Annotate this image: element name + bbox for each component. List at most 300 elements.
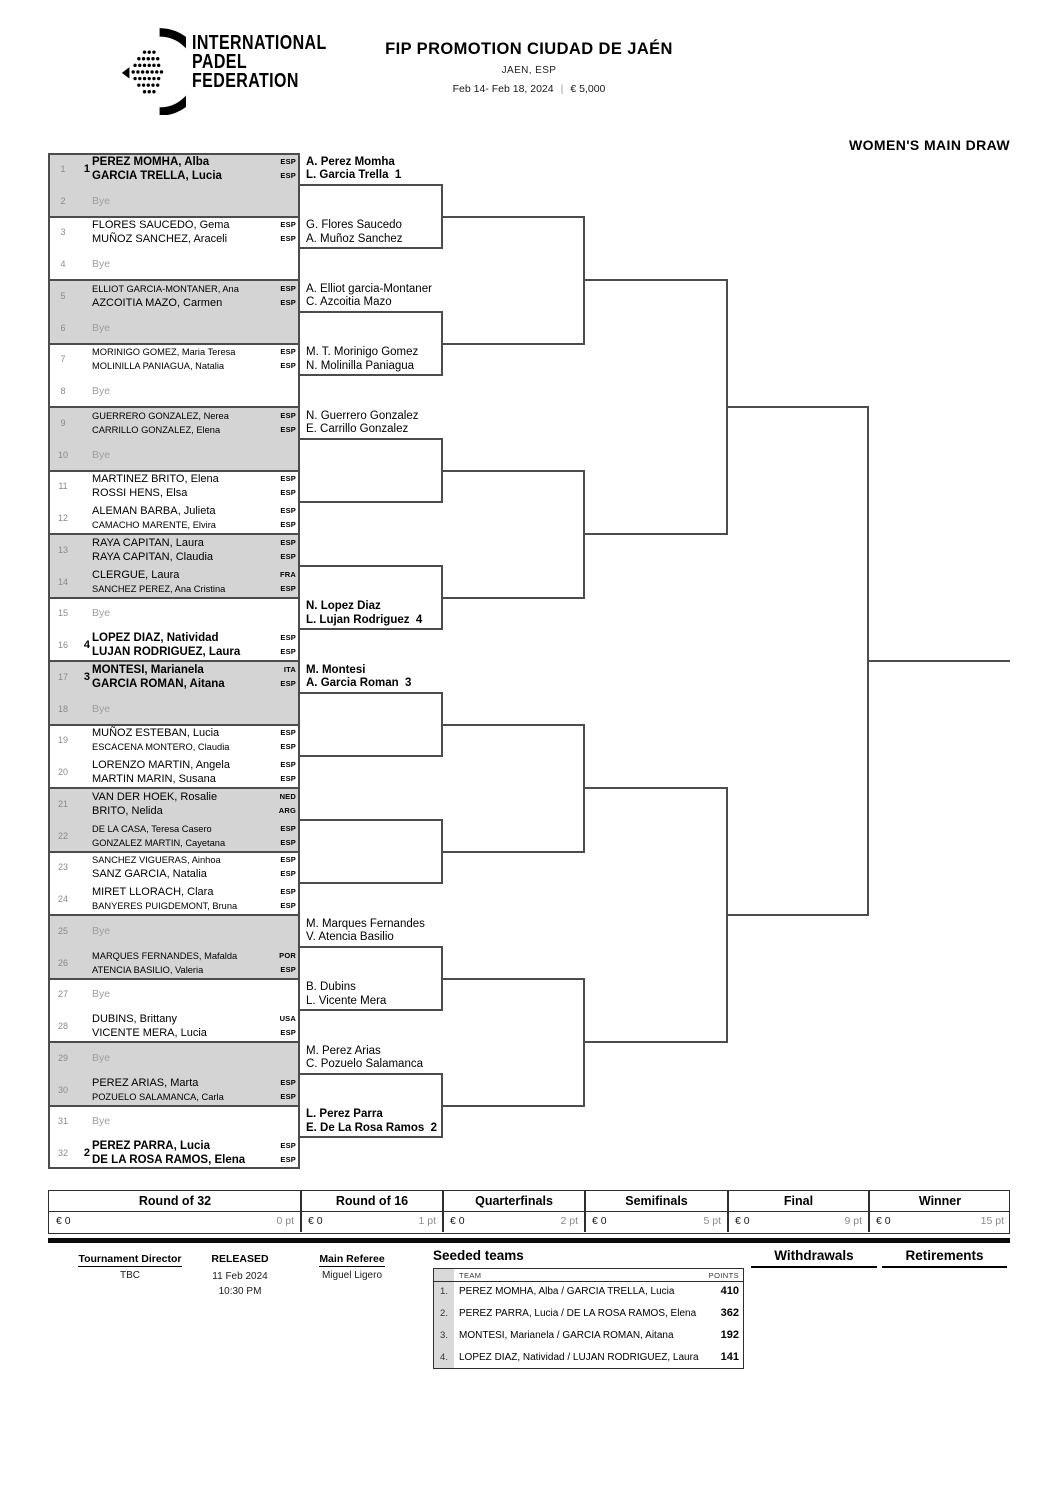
bye-slot bbox=[92, 449, 300, 461]
advanced-team-player: L. Lujan Rodriguez 4 bbox=[306, 613, 423, 626]
team-names bbox=[92, 409, 300, 437]
player-country: ESP bbox=[280, 583, 296, 593]
rounds-column-separator bbox=[584, 1191, 586, 1232]
player-line bbox=[92, 836, 300, 850]
player-country: ARG bbox=[278, 805, 296, 815]
draw-position-number: 19 bbox=[57, 735, 68, 746]
player-country: ESP bbox=[280, 887, 296, 897]
bye-row bbox=[48, 312, 300, 344]
player-line bbox=[92, 296, 300, 310]
withdrawals-underline bbox=[751, 1266, 877, 1268]
team-names bbox=[92, 536, 300, 564]
player-name: CARRILLO GONZALEZ, Elena bbox=[92, 424, 221, 435]
team-row bbox=[48, 661, 300, 693]
team-row bbox=[48, 1137, 300, 1169]
player-name: MONTESI, Marianela bbox=[92, 663, 204, 676]
team-names bbox=[92, 504, 300, 532]
player-name: DE LA ROSA RAMOS, Elena bbox=[92, 1154, 246, 1167]
draw-position-number: 28 bbox=[57, 1021, 68, 1032]
player-country: ESP bbox=[280, 170, 296, 180]
player-name: ALEMAN BARBA, Julieta bbox=[92, 505, 216, 518]
advanced-team-player: M. T. Morinigo Gomez bbox=[306, 346, 419, 359]
player-line bbox=[92, 550, 300, 564]
team-row bbox=[48, 280, 300, 312]
player-name: FLORES SAUCEDO, Gema bbox=[92, 219, 230, 232]
player-line bbox=[92, 218, 300, 232]
player-line bbox=[92, 359, 300, 373]
player-line bbox=[92, 1153, 300, 1167]
seeded-team-points: 141 bbox=[720, 1351, 739, 1363]
draw-position-number: 10 bbox=[57, 449, 68, 460]
match-block bbox=[48, 915, 300, 979]
quarterfinal-slot-line bbox=[442, 851, 584, 853]
advanced-team-player: C. Azcoitia Mazo bbox=[306, 296, 392, 309]
quarterfinal-slot-line bbox=[442, 216, 584, 218]
bye-row bbox=[48, 248, 300, 280]
match-block-separator bbox=[48, 470, 300, 472]
draw-position-number: 13 bbox=[57, 544, 68, 555]
team-row bbox=[48, 852, 300, 884]
draw-position-number: 15 bbox=[57, 608, 68, 619]
match-block-separator bbox=[48, 914, 300, 916]
team-row bbox=[48, 725, 300, 757]
event-dates-prize bbox=[0, 83, 1058, 95]
bye-slot bbox=[92, 703, 300, 715]
semifinal-slot-line bbox=[584, 279, 727, 281]
draw-position-number: 1 bbox=[60, 163, 66, 174]
round-points-cell bbox=[585, 1211, 728, 1232]
bye-slot bbox=[92, 1052, 300, 1064]
federation-line-3: FEDERATION bbox=[192, 70, 299, 92]
round-points-cell bbox=[728, 1211, 869, 1232]
player-country: ESP bbox=[280, 506, 296, 516]
round-label: Round of 32 bbox=[138, 1194, 212, 1208]
advanced-team-player: L. Garcia Trella 1 bbox=[306, 169, 402, 182]
player-line bbox=[92, 518, 300, 532]
bye-slot bbox=[92, 385, 300, 397]
player-country: ESP bbox=[280, 869, 296, 879]
bye-label: Bye bbox=[92, 448, 111, 461]
main-referee-value: Miguel Ligero bbox=[321, 1270, 383, 1281]
player-name: PEREZ MOMHA, Alba bbox=[92, 155, 210, 168]
round16-slot-line bbox=[300, 882, 442, 884]
match-block-separator bbox=[48, 533, 300, 535]
draw-position-number: 3 bbox=[60, 227, 66, 238]
bye-label: Bye bbox=[92, 607, 111, 620]
round16-slot-line bbox=[300, 755, 442, 757]
player-line bbox=[92, 536, 300, 550]
bye-label: Bye bbox=[92, 702, 111, 715]
player-name: PEREZ ARIAS, Marta bbox=[92, 1076, 199, 1089]
match-block-separator bbox=[48, 1041, 300, 1043]
player-country: NED bbox=[279, 791, 296, 801]
round16-slot-line bbox=[300, 438, 442, 440]
semifinal-slot-line bbox=[584, 1041, 727, 1043]
player-name: MARTIN MARIN, Susana bbox=[92, 773, 216, 786]
team-row bbox=[48, 629, 300, 661]
player-line bbox=[92, 155, 300, 169]
player-country: POR bbox=[279, 950, 296, 960]
match-block bbox=[48, 471, 300, 535]
player-name: ELLIOT GARCIA-MONTANER, Ana bbox=[92, 283, 239, 294]
team-names bbox=[92, 282, 300, 310]
player-line bbox=[92, 740, 300, 754]
player-country: ESP bbox=[280, 1028, 296, 1038]
player-line bbox=[92, 1090, 300, 1104]
quarterfinal-slot-line bbox=[442, 724, 584, 726]
semifinal-slot-line bbox=[584, 787, 727, 789]
round16-slot-line bbox=[300, 1136, 442, 1138]
match-block bbox=[48, 407, 300, 471]
player-line bbox=[92, 1012, 300, 1026]
player-country: ESP bbox=[280, 234, 296, 244]
bye-row bbox=[48, 1106, 300, 1138]
rounds-column-separator bbox=[442, 1191, 444, 1232]
match-block bbox=[48, 1106, 300, 1170]
bye-row bbox=[48, 693, 300, 725]
main-referee-block bbox=[302, 1249, 402, 1281]
match-block-separator bbox=[48, 1105, 300, 1107]
team-names bbox=[92, 568, 300, 596]
team-row bbox=[48, 788, 300, 820]
team-row bbox=[48, 756, 300, 788]
round-points: 5 pt bbox=[703, 1215, 721, 1227]
match-block bbox=[48, 852, 300, 916]
player-name: MORINIGO GOMEZ, Maria Teresa bbox=[92, 347, 236, 358]
team-names bbox=[92, 631, 300, 659]
player-country: ESP bbox=[280, 760, 296, 770]
match-block bbox=[48, 217, 300, 281]
bye-label: Bye bbox=[92, 258, 111, 271]
bye-slot bbox=[92, 607, 300, 619]
main-referee-label: Main Referee bbox=[319, 1253, 385, 1265]
released-label: RELEASED bbox=[211, 1253, 269, 1265]
match-block bbox=[48, 280, 300, 344]
bye-slot bbox=[92, 1115, 300, 1127]
advanced-team-player: M. Marques Fernandes bbox=[306, 917, 425, 930]
player-country: ESP bbox=[280, 823, 296, 833]
team-names bbox=[92, 218, 300, 246]
draw-position-number: 17 bbox=[57, 671, 68, 682]
player-country: ESP bbox=[280, 901, 296, 911]
draw-position-number: 22 bbox=[57, 830, 68, 841]
player-country: ESP bbox=[280, 742, 296, 752]
advanced-team bbox=[306, 918, 425, 945]
round-points: 9 pt bbox=[844, 1215, 862, 1227]
player-name: GUERRERO GONZALEZ, Nerea bbox=[92, 410, 229, 421]
seeded-team-rank: 4. bbox=[440, 1352, 448, 1363]
advanced-team-player: M. Perez Arias bbox=[306, 1044, 381, 1057]
player-name: GONZALEZ MARTIN, Cayetana bbox=[92, 837, 226, 848]
retirements-label: Retirements bbox=[905, 1248, 984, 1263]
advanced-team-player: N. Guerrero Gonzalez bbox=[306, 409, 419, 422]
match-block bbox=[48, 1042, 300, 1106]
team-row bbox=[48, 1010, 300, 1042]
draw-position-number: 26 bbox=[57, 957, 68, 968]
team-names bbox=[92, 472, 300, 500]
advanced-team-player: N. Molinilla Paniagua bbox=[306, 359, 415, 372]
player-line bbox=[92, 1139, 300, 1153]
team-row bbox=[48, 471, 300, 503]
player-line bbox=[92, 804, 300, 818]
draw-position-number: 18 bbox=[57, 703, 68, 714]
team-row bbox=[48, 407, 300, 439]
round16-slot-line bbox=[300, 946, 442, 948]
seeded-team-points: 362 bbox=[720, 1307, 739, 1319]
bye-slot bbox=[92, 925, 300, 937]
round-prize: € 0 bbox=[450, 1215, 465, 1227]
round16-slot-line bbox=[300, 819, 442, 821]
player-name: LORENZO MARTIN, Angela bbox=[92, 759, 230, 772]
round16-slot-line bbox=[300, 1009, 442, 1011]
player-country: ESP bbox=[280, 220, 296, 230]
team-names bbox=[92, 790, 300, 818]
round-points: 2 pt bbox=[560, 1215, 578, 1227]
player-name: ROSSI HENS, Elsa bbox=[92, 487, 188, 500]
player-line bbox=[92, 486, 300, 500]
round16-slot-line bbox=[300, 374, 442, 376]
round-prize: € 0 bbox=[592, 1215, 607, 1227]
team-row bbox=[48, 344, 300, 376]
player-country: ESP bbox=[280, 647, 296, 657]
draw-position-number: 8 bbox=[60, 386, 66, 397]
player-country: FRA bbox=[279, 569, 296, 579]
advanced-team-player: A. Perez Momha bbox=[306, 155, 395, 168]
event-dates: Feb 14- Feb 18, 2024 bbox=[452, 83, 554, 95]
seeded-team-rank: 3. bbox=[440, 1330, 448, 1341]
bye-slot bbox=[92, 258, 300, 270]
player-name: PEREZ PARRA, Lucia bbox=[92, 1140, 210, 1153]
match-block bbox=[48, 534, 300, 598]
player-name: BANYERES PUIGDEMONT, Bruna bbox=[92, 901, 238, 912]
advanced-team bbox=[306, 600, 422, 627]
draw-position-number: 16 bbox=[57, 640, 68, 651]
event-title: FIP PROMOTION CIUDAD DE JAÉN bbox=[385, 40, 673, 58]
round16-slot-line bbox=[300, 184, 442, 186]
bye-row bbox=[48, 1042, 300, 1074]
player-name: MIRET LLORACH, Clara bbox=[92, 886, 214, 899]
advanced-team-player: A. Elliot garcia-Montaner bbox=[306, 282, 432, 295]
seeded-team-row bbox=[434, 1326, 743, 1348]
round16-slot-line bbox=[300, 692, 442, 694]
player-name: VICENTE MERA, Lucia bbox=[92, 1027, 207, 1040]
bye-slot bbox=[92, 195, 300, 207]
draw-position-number: 11 bbox=[58, 481, 68, 492]
round16-slot-line bbox=[300, 311, 442, 313]
player-line bbox=[92, 853, 300, 867]
player-line bbox=[92, 822, 300, 836]
draw-position-number: 2 bbox=[60, 195, 66, 206]
bye-label: Bye bbox=[92, 1051, 111, 1064]
match-block bbox=[48, 598, 300, 662]
player-name: SANZ GARCIA, Natalia bbox=[92, 868, 207, 881]
draw-position-number: 31 bbox=[57, 1116, 68, 1127]
player-line bbox=[92, 677, 300, 691]
player-name: MUÑOZ ESTEBAN, Lucia bbox=[92, 727, 220, 740]
quarterfinal-slot-line bbox=[442, 343, 584, 345]
event-prize: € 5,000 bbox=[570, 83, 606, 95]
event-location: JAEN, ESP bbox=[501, 65, 557, 76]
rounds-table bbox=[48, 1190, 1010, 1234]
player-country: ESP bbox=[280, 855, 296, 865]
seeded-team-name: PEREZ MOMHA, Alba / GARCIA TRELLA, Lucia bbox=[459, 1286, 675, 1297]
released-date: 11 Feb 2024 bbox=[212, 1271, 268, 1282]
draw-position-number: 25 bbox=[57, 925, 68, 936]
player-country: USA bbox=[279, 1014, 296, 1024]
advanced-team-player: C. Pozuelo Salamanca bbox=[306, 1058, 423, 1071]
team-names bbox=[92, 155, 300, 183]
advanced-team bbox=[306, 219, 403, 246]
player-line bbox=[92, 169, 300, 183]
team-names bbox=[92, 758, 300, 786]
team-names bbox=[92, 1076, 300, 1104]
team-row bbox=[48, 534, 300, 566]
bye-label: Bye bbox=[92, 385, 111, 398]
advanced-team-player: L. Perez Parra bbox=[306, 1108, 383, 1121]
player-name: SANCHEZ PEREZ, Ana Cristina bbox=[92, 583, 226, 594]
player-country: ESP bbox=[280, 347, 296, 357]
match-block-separator bbox=[48, 787, 300, 789]
team-names bbox=[92, 345, 300, 373]
player-name: LUJAN RODRIGUEZ, Laura bbox=[92, 646, 241, 659]
player-name: MARQUES FERNANDES, Mafalda bbox=[92, 950, 238, 961]
player-name: MOLINILLA PANIAGUA, Natalia bbox=[92, 361, 225, 372]
bye-slot bbox=[92, 988, 300, 1000]
player-country: ESP bbox=[280, 964, 296, 974]
seed-number: 2 bbox=[83, 1147, 90, 1160]
bye-slot bbox=[92, 322, 300, 334]
rounds-column-separator bbox=[300, 1191, 302, 1232]
player-country: ESP bbox=[280, 728, 296, 738]
winner-slot-line bbox=[868, 660, 1010, 662]
final-slot-line bbox=[727, 406, 868, 408]
advanced-team-player: M. Montesi bbox=[306, 663, 366, 676]
tournament-director-label: Tournament Director bbox=[78, 1253, 182, 1265]
advanced-team-player: V. Atencia Basilio bbox=[306, 931, 394, 944]
released-block bbox=[195, 1249, 285, 1297]
player-line bbox=[92, 772, 300, 786]
player-line bbox=[92, 232, 300, 246]
quarterfinal-slot-line bbox=[442, 597, 584, 599]
rounds-column-separator bbox=[727, 1191, 729, 1232]
team-row bbox=[48, 217, 300, 249]
player-line bbox=[92, 504, 300, 518]
player-name: DUBINS, Brittany bbox=[92, 1013, 177, 1026]
seed-number: 4 bbox=[83, 639, 90, 652]
player-line bbox=[92, 1026, 300, 1040]
advanced-team bbox=[306, 981, 386, 1008]
round-label: Winner bbox=[918, 1194, 962, 1208]
player-country: ESP bbox=[280, 1141, 296, 1151]
retirements-underline bbox=[882, 1266, 1007, 1268]
round-label: Quarterfinals bbox=[475, 1194, 553, 1208]
seeded-team-rank: 1. bbox=[440, 1286, 448, 1297]
draw-position-number: 5 bbox=[60, 290, 66, 301]
player-country: ESP bbox=[280, 1091, 296, 1101]
advanced-team-player: A. Muñoz Sanchez bbox=[306, 232, 403, 245]
player-line bbox=[92, 423, 300, 437]
team-names bbox=[92, 726, 300, 754]
seeded-table-header bbox=[434, 1269, 743, 1282]
player-name: ATENCIA BASILIO, Valeria bbox=[92, 964, 204, 975]
advanced-team-player: B. Dubins bbox=[306, 981, 356, 994]
seeded-team-points: 410 bbox=[720, 1285, 739, 1297]
seeded-header-points: POINTS bbox=[708, 1271, 739, 1280]
advanced-team-player: A. Garcia Roman 3 bbox=[306, 677, 412, 690]
round-points-cell bbox=[443, 1211, 585, 1232]
match-block-separator bbox=[48, 216, 300, 218]
round-prize: € 0 bbox=[876, 1215, 891, 1227]
draw-position-number: 23 bbox=[57, 862, 68, 873]
advanced-team bbox=[306, 410, 419, 437]
player-name: GARCIA TRELLA, Lucia bbox=[92, 169, 222, 182]
player-line bbox=[92, 568, 300, 582]
seeded-team-points: 192 bbox=[720, 1329, 739, 1341]
draw-position-number: 20 bbox=[57, 767, 68, 778]
player-line bbox=[92, 582, 300, 596]
advanced-team bbox=[306, 664, 411, 691]
seeded-team-name: PEREZ PARRA, Lucia / DE LA ROSA RAMOS, Elena bbox=[459, 1308, 697, 1319]
player-name: POZUELO SALAMANCA, Carla bbox=[92, 1091, 224, 1102]
player-line bbox=[92, 963, 300, 977]
team-row bbox=[48, 153, 300, 185]
released-time: 10:30 PM bbox=[218, 1286, 262, 1297]
team-row bbox=[48, 1074, 300, 1106]
player-country: ESP bbox=[280, 488, 296, 498]
bye-label: Bye bbox=[92, 321, 111, 334]
player-country: ESP bbox=[280, 551, 296, 561]
match-block-separator bbox=[48, 597, 300, 599]
seeded-team-row bbox=[434, 1304, 743, 1326]
player-line bbox=[92, 867, 300, 881]
player-name: VAN DER HOEK, Rosalie bbox=[92, 790, 218, 803]
semifinal-slot-line bbox=[584, 533, 727, 535]
advanced-team-player: E. De La Rosa Ramos 2 bbox=[306, 1121, 438, 1134]
draw-position-number: 6 bbox=[60, 322, 66, 333]
advanced-team-player: G. Flores Saucedo bbox=[306, 219, 402, 232]
team-names bbox=[92, 1139, 300, 1167]
player-name: GARCIA ROMAN, Aitana bbox=[92, 677, 225, 690]
round-prize: € 0 bbox=[308, 1215, 323, 1227]
draw-position-number: 32 bbox=[57, 1148, 68, 1159]
round16-slot-line bbox=[300, 1073, 442, 1075]
seeded-team-name: MONTESI, Marianela / GARCIA ROMAN, Aitana bbox=[459, 1330, 674, 1341]
player-name: SANCHEZ VIGUERAS, Ainhoa bbox=[92, 855, 221, 866]
player-line bbox=[92, 345, 300, 359]
seeded-team-name: LOPEZ DIAZ, Natividad / LUJAN RODRIGUEZ, Laura bbox=[459, 1352, 699, 1363]
advanced-team bbox=[306, 346, 418, 373]
player-line bbox=[92, 949, 300, 963]
round-prize: € 0 bbox=[735, 1215, 750, 1227]
player-line bbox=[92, 631, 300, 645]
match-block bbox=[48, 344, 300, 408]
bye-row bbox=[48, 439, 300, 471]
match-block bbox=[48, 661, 300, 725]
team-row bbox=[48, 566, 300, 598]
player-name: RAYA CAPITAN, Laura bbox=[92, 536, 204, 549]
match-block-separator bbox=[48, 279, 300, 281]
bye-label: Bye bbox=[92, 988, 111, 1001]
player-name: CLERGUE, Laura bbox=[92, 568, 180, 581]
draw-position-number: 27 bbox=[57, 989, 68, 1000]
team-names bbox=[92, 885, 300, 913]
player-name: ESCACENA MONTERO, Claudia bbox=[92, 742, 230, 753]
player-name: BRITO, Nelida bbox=[92, 804, 163, 817]
round-points-cell bbox=[301, 1211, 443, 1232]
player-name: MUÑOZ SANCHEZ, Araceli bbox=[92, 233, 228, 246]
team-row bbox=[48, 502, 300, 534]
player-line bbox=[92, 282, 300, 296]
